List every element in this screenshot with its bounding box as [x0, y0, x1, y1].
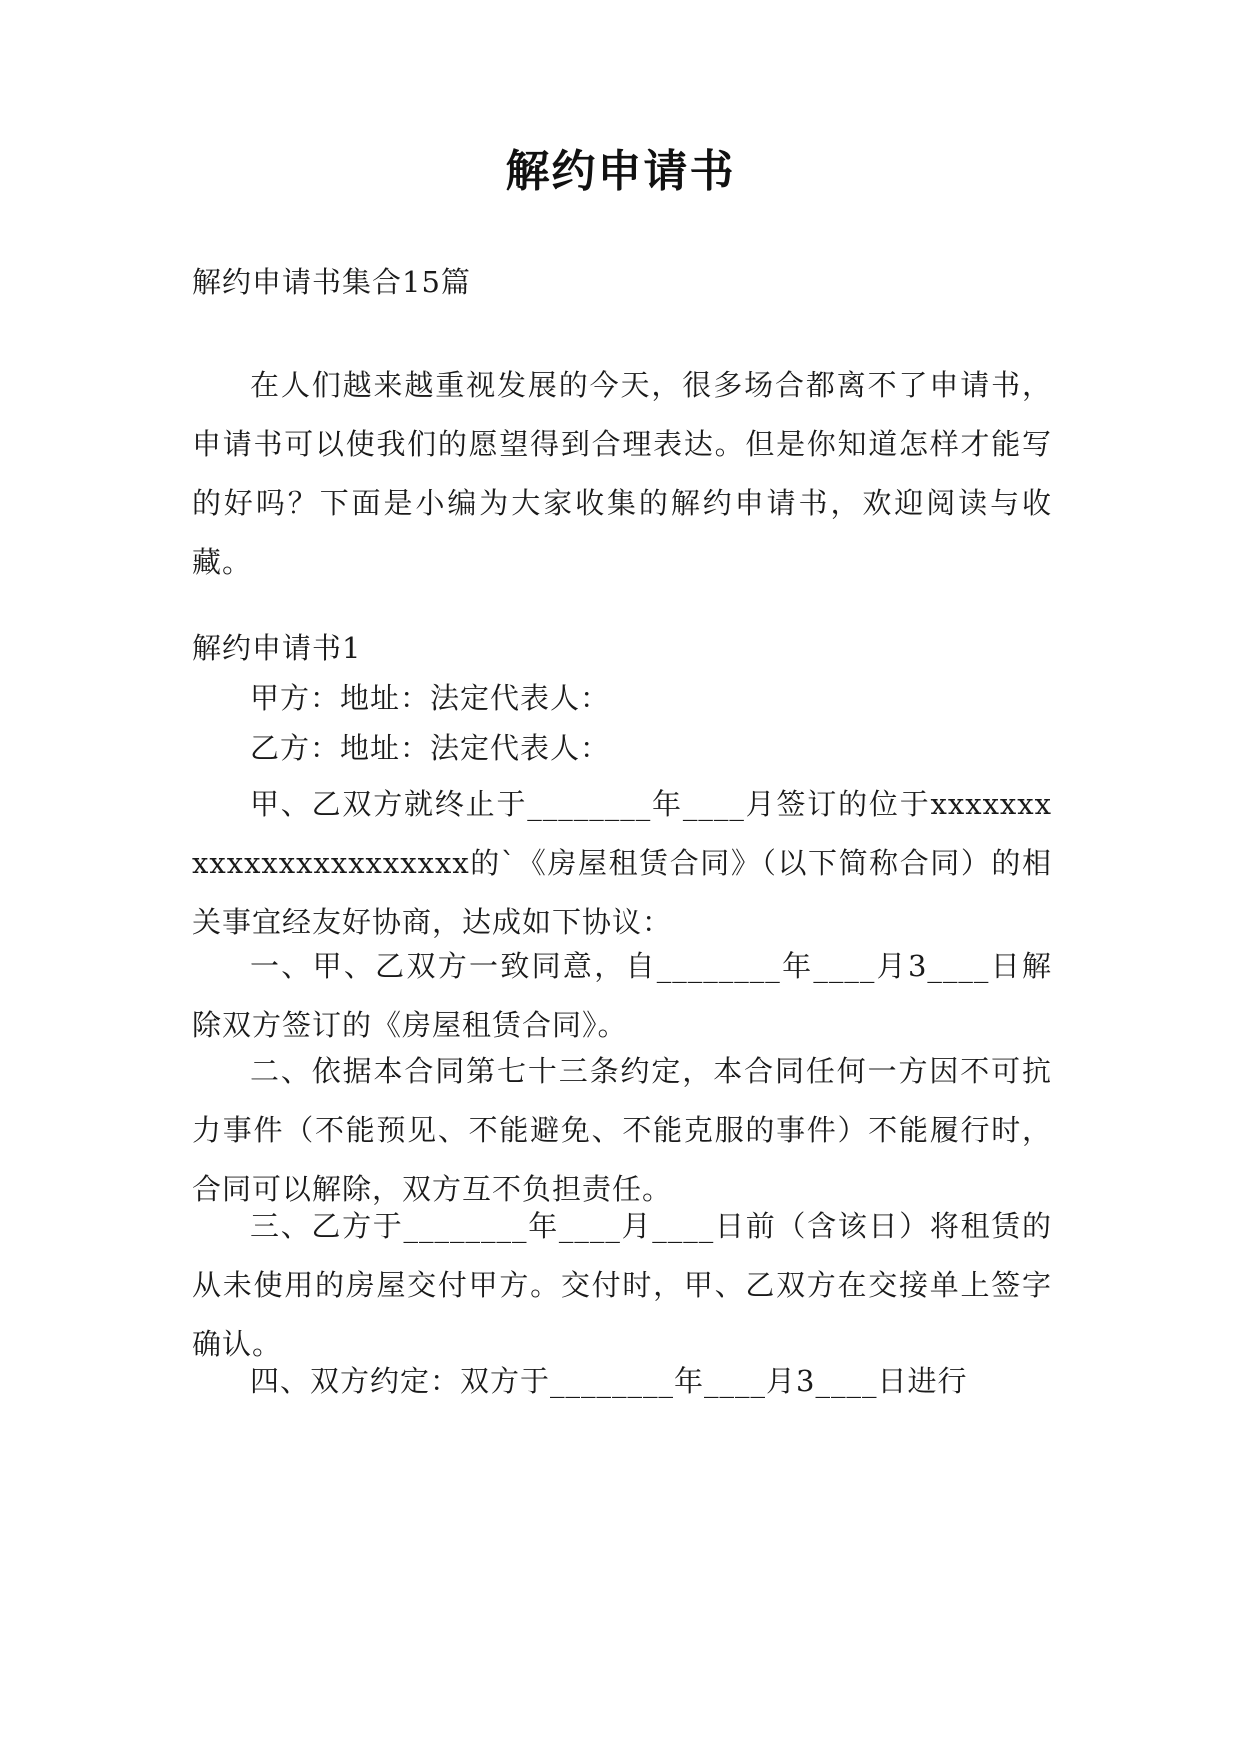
- section-heading: 解约申请书1: [192, 631, 362, 665]
- party-a-line: 甲方：地址：法定代表人：: [250, 681, 611, 715]
- agreement-clause-4: 四、双方约定：双方于________年____月3____日进行: [250, 1364, 968, 1398]
- agreement-clause-2: 二、依据本合同第七十三条约定，本合同任何一方因不可抗力事件（不能预见、不能避免、不能克服的事件）不能履行时，合同可以解除，双方互不负担责任。: [192, 1054, 1052, 1206]
- document-subtitle: 解约申请书集合15篇: [192, 265, 471, 299]
- agreement-clause-3: 三、乙方于________年____月____日前（含该日）将租赁的从未使用的房屋交付甲方。交付时，甲、乙双方在交接单上签字确认。: [192, 1209, 1052, 1361]
- intro-paragraph: 在人们越来越重视发展的今天，很多场合都离不了申请书，申请书可以使我们的愿望得到合理表达。但是你知道怎样才能写的好吗？下面是小编为大家收集的解约申请书，欢迎阅读与收藏。: [192, 368, 1052, 579]
- document-title: 解约申请书: [505, 146, 736, 197]
- party-b-line: 乙方：地址：法定代表人：: [250, 731, 611, 765]
- agreement-clause-1: 一、甲、乙双方一致同意，自________年____月3____日解除双方签订的《房屋租赁合同》。: [192, 949, 1052, 1042]
- agreement-paragraph-intro: 甲、乙双方就终止于________年____月签订的位于xxxxxxxxxxxxxxxxxxxxxxx的`《房屋租赁合同》（以下简称合同）的相关事宜经友好协商，达成如下协议：: [192, 787, 1052, 939]
